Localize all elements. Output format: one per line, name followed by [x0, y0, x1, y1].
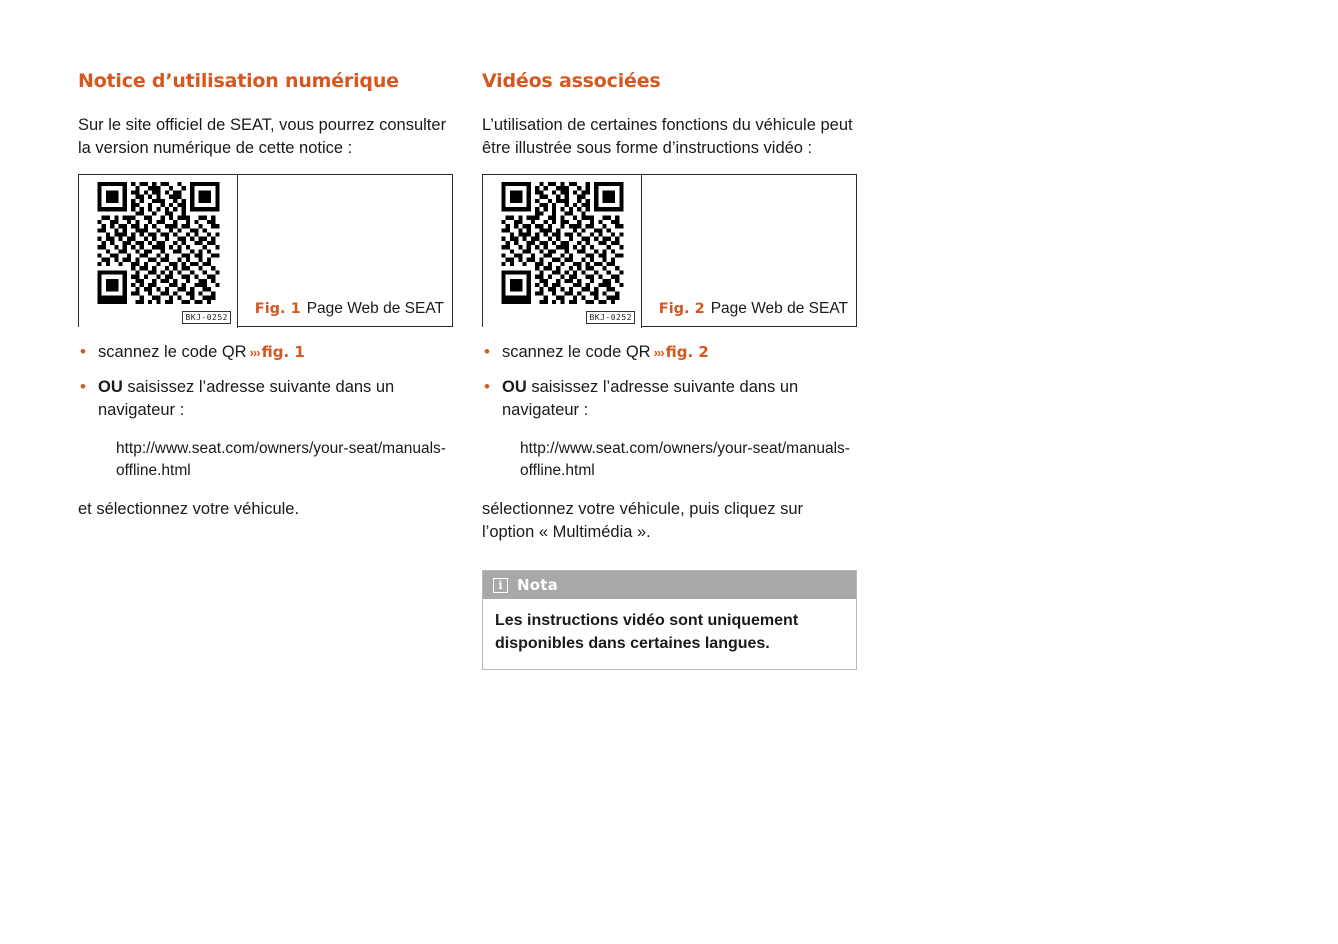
right-ref-arrow-icon: ››› [653, 345, 664, 360]
left-column [78, 70, 453, 535]
right-bullet-list [482, 341, 857, 422]
figure-2-qr-id: BKJ-0252 [586, 311, 635, 324]
left-bullet-url [78, 376, 453, 422]
info-icon: i [493, 578, 508, 593]
right-bullet-ou: OU [502, 378, 527, 396]
right-section-title: Vidéos associées [482, 70, 661, 92]
left-bullet-scan-text: scannez le code QR [98, 343, 247, 361]
left-section-title: Notice d’utilisation numérique [78, 70, 399, 92]
left-ref-fig-link[interactable]: fig. 1 [261, 343, 305, 361]
right-bullet-scan [482, 341, 857, 364]
right-ref-fig-link[interactable]: fig. 2 [665, 343, 709, 361]
figure-1-number: Fig. 1 [254, 301, 301, 317]
note-title: Nota [517, 576, 558, 594]
right-column [482, 70, 857, 670]
figure-1-qr-id: BKJ-0252 [182, 311, 231, 324]
right-url[interactable]: http://www.seat.com/owners/your-seat/manuals-offline.html [520, 440, 850, 479]
figure-2-number: Fig. 2 [658, 301, 705, 317]
figure-1-caption [255, 300, 444, 318]
figure-2-label: Page Web de SEAT [710, 300, 848, 317]
right-bullet-scan-text: scannez le code QR [502, 343, 651, 361]
left-bullet-ou: OU [98, 378, 123, 396]
qr-code-container-2 [483, 175, 642, 328]
right-closing-text: sélectionnez votre véhicule, puis cliquez sur l’option « Multimédia ». [482, 500, 804, 541]
left-bullet-scan [78, 341, 453, 364]
left-bullet-list [78, 341, 453, 422]
note-body-text: Les instructions vidéo sont uniquement disponibles dans certaines langues. [495, 612, 799, 652]
figure-1 [78, 174, 453, 327]
figure-1-label: Page Web de SEAT [306, 300, 444, 317]
figure-2 [482, 174, 857, 327]
qr-code-icon [87, 182, 230, 304]
left-closing-text: et sélectionnez votre véhicule. [78, 500, 300, 518]
note-header [483, 571, 856, 599]
left-intro-paragraph: Sur le site officiel de SEAT, vous pourrez consulter la version numérique de cette notice : [78, 116, 447, 157]
right-bullet-url [482, 376, 857, 422]
qr-code-container-1 [79, 175, 238, 328]
right-intro-paragraph: L’utilisation de certaines fonctions du véhicule peut être illustrée sous forme d’instructions vidéo : [482, 116, 853, 157]
figure-2-caption [659, 300, 848, 318]
right-bullet-url-text: saisissez l’adresse suivante dans un navigateur : [502, 378, 799, 419]
note-box [482, 570, 857, 670]
left-bullet-url-text: saisissez l’adresse suivante dans un navigateur : [98, 378, 395, 419]
left-url[interactable]: http://www.seat.com/owners/your-seat/manuals-offline.html [116, 440, 446, 479]
qr-code-icon [491, 182, 634, 304]
left-ref-arrow-icon: ››› [249, 345, 260, 360]
